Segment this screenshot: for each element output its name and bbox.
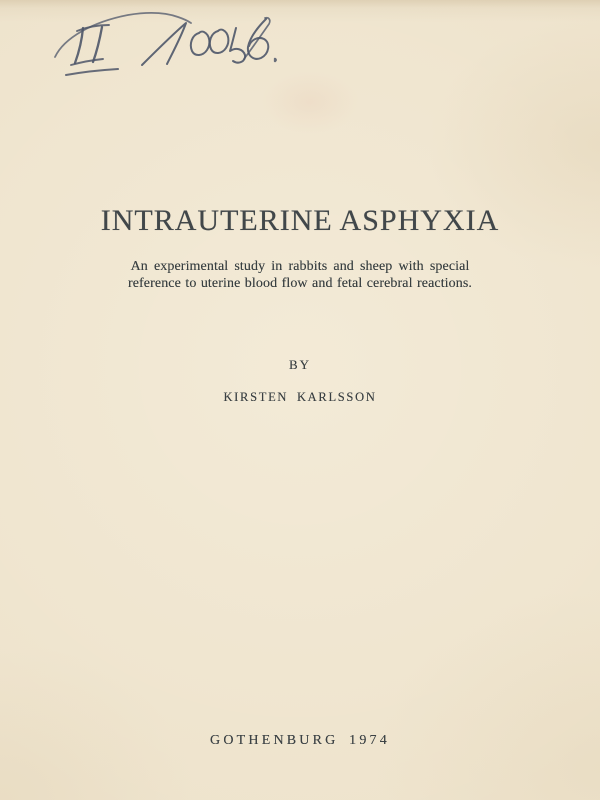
- subtitle-line-2: reference to uterine blood flow and fetal cerebral reactions.: [127, 275, 473, 291]
- handwritten-ink-strokes: [40, 2, 280, 87]
- handwritten-catalog-number: [40, 2, 280, 87]
- book-subtitle: [0, 259, 600, 292]
- imprint-line: GOTHENBURG 1974: [210, 733, 390, 748]
- author-name: KIRSTEN KARLSSON: [223, 390, 377, 404]
- subtitle-line-1: An experimental study in rabbits and sheep with special: [130, 259, 470, 274]
- book-title: INTRAUTERINE ASPHYXIA: [100, 204, 500, 237]
- byline-label: BY: [288, 357, 312, 372]
